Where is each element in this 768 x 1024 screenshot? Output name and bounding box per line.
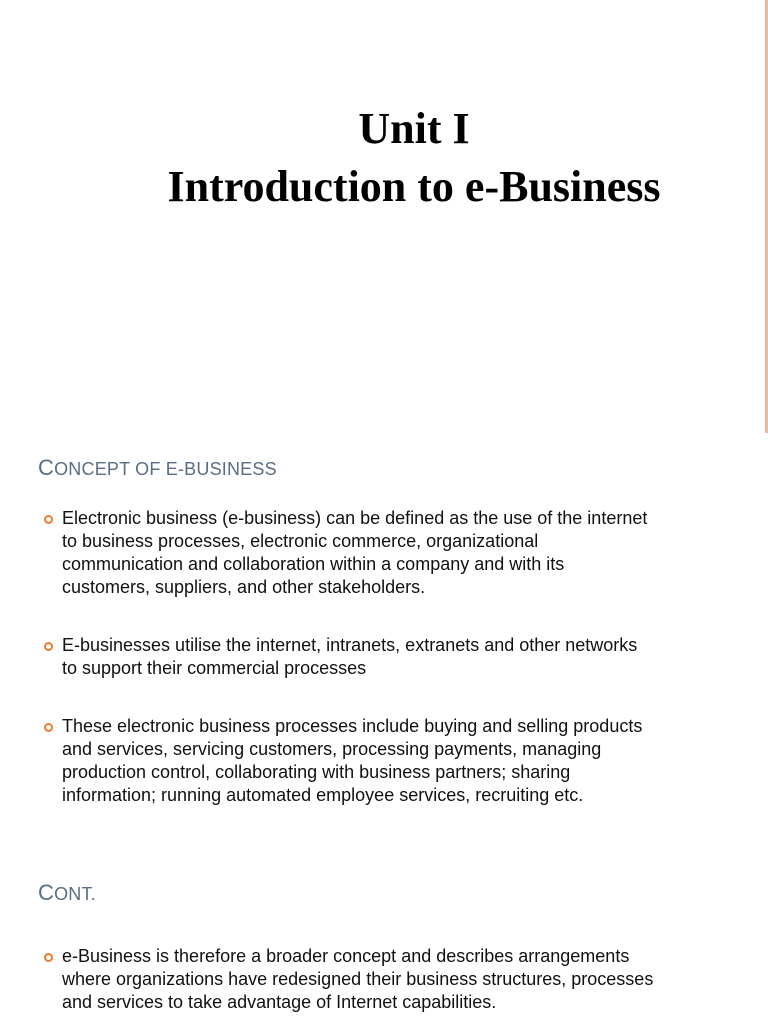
- ring-bullet-icon: [44, 515, 53, 524]
- title-slide: [0, 0, 768, 433]
- title-line-1: Unit I: [358, 104, 470, 153]
- heading-initial: C: [38, 455, 55, 480]
- section-heading: [38, 455, 277, 481]
- list-item: [44, 945, 654, 1014]
- list-item: [44, 507, 654, 599]
- bullet-text: These electronic business processes include buying and selling products and services, servicing customers, processing payments, managing production control, collaborating with business partners; sharing information; running automated employee services, recruiting etc.: [62, 716, 643, 805]
- concept-slide: [0, 433, 768, 863]
- bullet-text: Electronic business (e-business) can be defined as the use of the internet to business processes, electronic commerce, organizational communication and collaboration within a company and with its customers, suppliers, and other stakeholders.: [62, 508, 648, 597]
- title-line-2: Introduction to e-Business: [167, 162, 661, 211]
- bullet-text: E-businesses utilise the internet, intranets, extranets and other networks to support their commercial processes: [62, 635, 638, 678]
- ring-bullet-icon: [44, 953, 53, 962]
- bullet-text: e-Business is therefore a broader concept and describes arrangements where organizations have redesigned their business structures, processes and services to take advantage of Internet capabilities.: [62, 946, 654, 1012]
- heading-rest: ONCEPT OF E-BUSINESS: [54, 459, 277, 479]
- section-heading: [38, 880, 96, 906]
- ring-bullet-icon: [44, 723, 53, 732]
- bullet-list: [44, 507, 654, 807]
- cont-slide: [0, 863, 768, 1024]
- list-item: [44, 634, 654, 680]
- heading-rest: ONT.: [54, 884, 96, 904]
- slide-title: [0, 100, 768, 216]
- list-item: [44, 715, 654, 807]
- bullet-list: [44, 945, 654, 1014]
- ring-bullet-icon: [44, 642, 53, 651]
- heading-initial: C: [38, 880, 55, 905]
